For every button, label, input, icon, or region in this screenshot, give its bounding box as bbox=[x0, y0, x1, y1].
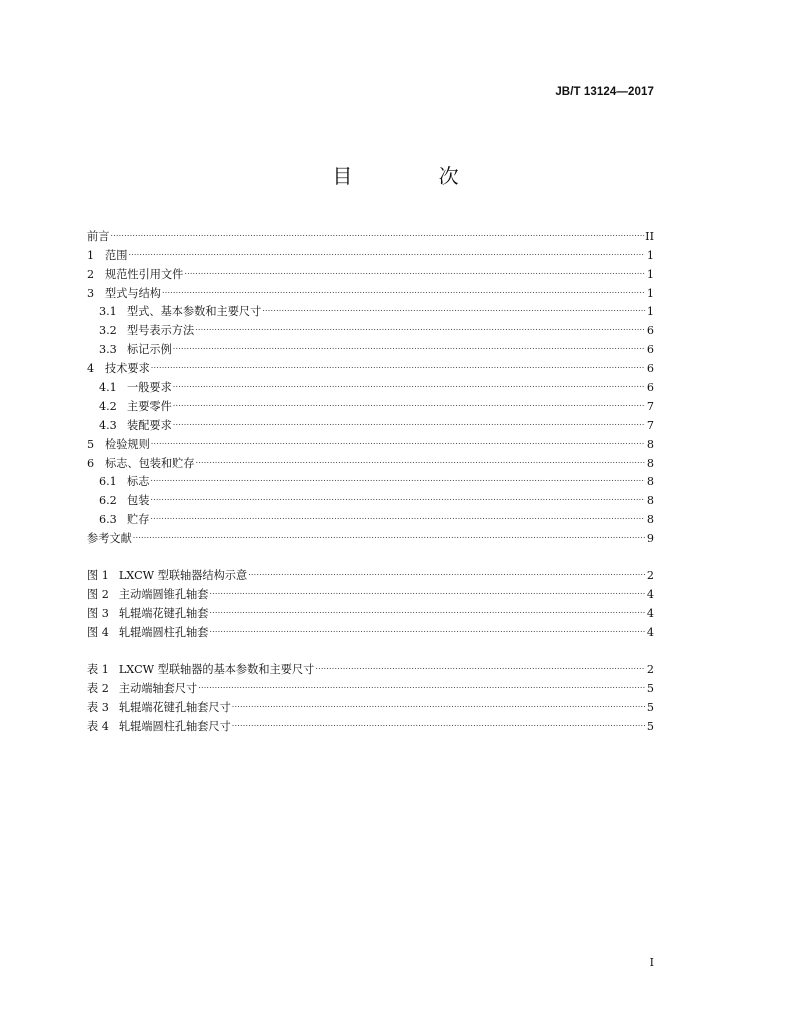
toc-entry-page: 1 bbox=[646, 248, 654, 262]
toc-leader-dots bbox=[209, 598, 645, 617]
figure-label: 轧辊端花键孔轴套 bbox=[118, 606, 209, 620]
toc-leader-dots bbox=[150, 467, 645, 486]
toc-entry-number: 2 bbox=[87, 267, 95, 281]
figure-page: 4 bbox=[646, 625, 654, 639]
toc-entry-number: 3.2 bbox=[99, 324, 117, 338]
toc-subentry[interactable] bbox=[87, 504, 654, 527]
toc-leader-dots bbox=[248, 560, 645, 579]
table-label: 轧辊端圆柱孔轴套尺寸 bbox=[118, 719, 231, 733]
toc-entry[interactable] bbox=[87, 523, 654, 546]
toc-entry-page: 6 bbox=[646, 362, 654, 376]
toc-entry-label: 一般要求 bbox=[127, 381, 172, 395]
toc-subentry[interactable] bbox=[87, 410, 654, 432]
toc-entry[interactable] bbox=[87, 353, 654, 376]
toc-leader-dots bbox=[173, 372, 645, 391]
toc-leader-dots bbox=[151, 353, 645, 372]
toc-leader-dots bbox=[110, 221, 644, 240]
toc-entry-label: 包装 bbox=[127, 494, 150, 508]
figure-page: 2 bbox=[646, 568, 654, 582]
toc-entry-number: 6.3 bbox=[99, 513, 117, 527]
toc-entry-number: 6 bbox=[87, 456, 95, 470]
toc-entry-number: 6.2 bbox=[99, 494, 117, 508]
toc-leader-dots bbox=[198, 673, 645, 692]
table-number: 表 3 bbox=[87, 700, 109, 714]
toc-subentry[interactable] bbox=[87, 391, 654, 413]
figure-label: 主动端圆锥孔轴套 bbox=[118, 587, 209, 601]
toc-leader-dots bbox=[209, 617, 645, 636]
toc-entry-label: 规范性引用文件 bbox=[105, 267, 184, 281]
toc-entry-number: 5 bbox=[87, 437, 95, 451]
toc-entry[interactable] bbox=[87, 448, 654, 470]
toc-leader-dots bbox=[184, 259, 645, 278]
toc-leader-dots bbox=[232, 692, 645, 711]
toc-entry-number: 6.1 bbox=[99, 475, 117, 489]
toc-entry-page: 1 bbox=[646, 305, 654, 319]
toc-entry-label: 技术要求 bbox=[105, 362, 150, 376]
figure-entry[interactable] bbox=[87, 560, 654, 582]
toc-entry-page: 6 bbox=[646, 324, 654, 338]
toc-entry-number: 4 bbox=[87, 362, 95, 376]
toc-entry-page: 7 bbox=[646, 418, 654, 432]
figure-page: 4 bbox=[646, 587, 654, 601]
toc-entry[interactable] bbox=[87, 259, 654, 281]
list-of-tables bbox=[87, 654, 654, 733]
toc-entry-label: 贮存 bbox=[127, 513, 150, 527]
toc-entry-page: 6 bbox=[646, 343, 654, 357]
table-label: 主动端轴套尺寸 bbox=[118, 681, 198, 695]
figure-label: LXCW 型联轴器结构示意 bbox=[118, 568, 248, 582]
toc-leader-dots bbox=[133, 523, 645, 542]
table-page: 5 bbox=[646, 719, 654, 733]
toc-leader-dots bbox=[173, 391, 645, 410]
toc-subentry[interactable] bbox=[87, 297, 654, 319]
toc-leader-dots bbox=[262, 297, 645, 316]
standard-code: JB/T 13124—2017 bbox=[555, 86, 654, 98]
table-of-contents bbox=[87, 221, 654, 546]
toc-entry-number: 4.3 bbox=[99, 418, 117, 432]
toc-entry-label: 型式、基本参数和主要尺寸 bbox=[127, 305, 262, 319]
toc-entry-label: 主要零件 bbox=[127, 399, 172, 413]
toc-leader-dots bbox=[173, 410, 645, 429]
toc-entry-label: 型式与结构 bbox=[105, 286, 161, 300]
toc-leader-dots bbox=[195, 315, 645, 334]
toc-subentry[interactable] bbox=[87, 334, 654, 357]
page-number: I bbox=[649, 956, 654, 969]
figure-number: 图 1 bbox=[87, 568, 109, 582]
toc-entry-page: 8 bbox=[646, 437, 654, 451]
toc-leader-dots bbox=[151, 429, 645, 448]
toc-entry[interactable] bbox=[87, 221, 654, 243]
toc-leader-dots bbox=[315, 654, 645, 673]
toc-entry-page: 8 bbox=[646, 456, 654, 470]
table-number: 表 1 bbox=[87, 662, 109, 676]
table-label: 轧辊端花键孔轴套尺寸 bbox=[118, 700, 231, 714]
figure-page: 4 bbox=[646, 606, 654, 620]
toc-entry[interactable] bbox=[87, 240, 654, 262]
toc-entry-number: 3.1 bbox=[99, 305, 117, 319]
toc-entry-label: 参考文献 bbox=[87, 532, 132, 546]
figure-number: 图 4 bbox=[87, 625, 109, 639]
toc-subentry[interactable] bbox=[87, 372, 654, 395]
toc-leader-dots bbox=[162, 278, 645, 297]
toc-entry-number: 1 bbox=[87, 248, 95, 262]
table-page: 2 bbox=[646, 662, 654, 676]
figure-number: 图 2 bbox=[87, 587, 109, 601]
toc-leader-dots bbox=[196, 448, 645, 467]
list-of-figures bbox=[87, 560, 654, 639]
table-page: 5 bbox=[646, 700, 654, 714]
toc-entry-page: 7 bbox=[646, 399, 654, 413]
toc-leader-dots bbox=[209, 579, 645, 598]
toc-entry-label: 标记示例 bbox=[127, 343, 172, 357]
toc-entry-number: 4.2 bbox=[99, 399, 117, 413]
toc-entry-number: 3.3 bbox=[99, 343, 117, 357]
toc-entry-page: 8 bbox=[646, 513, 654, 527]
toc-entry-number: 3 bbox=[87, 286, 95, 300]
toc-entry-page: 9 bbox=[646, 532, 654, 546]
toc-entry-number: 4.1 bbox=[99, 381, 117, 395]
toc-entry-label: 装配要求 bbox=[127, 418, 172, 432]
table-number: 表 2 bbox=[87, 681, 109, 695]
toc-entry-label: 型号表示方法 bbox=[127, 324, 195, 338]
page-title: 目 次 bbox=[332, 164, 499, 188]
toc-leader-dots bbox=[232, 711, 645, 730]
toc-entry-page: 8 bbox=[646, 475, 654, 489]
toc-leader-dots bbox=[150, 504, 645, 523]
table-entry[interactable] bbox=[87, 654, 654, 676]
toc-entry-label: 范围 bbox=[105, 248, 128, 262]
toc-entry[interactable] bbox=[87, 429, 654, 451]
toc-entry[interactable] bbox=[87, 278, 654, 300]
toc-entry-page: II bbox=[645, 229, 654, 243]
figure-number: 图 3 bbox=[87, 606, 109, 620]
toc-leader-dots bbox=[173, 334, 645, 353]
figure-label: 轧辊端圆柱孔轴套 bbox=[118, 625, 209, 639]
toc-subentry[interactable] bbox=[87, 467, 654, 489]
toc-leader-dots bbox=[150, 485, 645, 504]
toc-entry-page: 1 bbox=[646, 286, 654, 300]
toc-subentry[interactable] bbox=[87, 485, 654, 508]
table-page: 5 bbox=[646, 681, 654, 695]
toc-entry-page: 1 bbox=[646, 267, 654, 281]
table-number: 表 4 bbox=[87, 719, 109, 733]
toc-entry-page: 8 bbox=[646, 494, 654, 508]
toc-entry-label: 前言 bbox=[87, 229, 110, 243]
toc-leader-dots bbox=[128, 240, 645, 259]
toc-entry-page: 6 bbox=[646, 381, 654, 395]
table-label: LXCW 型联轴器的基本参数和主要尺寸 bbox=[118, 662, 315, 676]
toc-entry-label: 标志 bbox=[127, 475, 150, 489]
toc-entry-label: 标志、包装和贮存 bbox=[105, 456, 195, 470]
toc-entry-label: 检验规则 bbox=[105, 437, 150, 451]
